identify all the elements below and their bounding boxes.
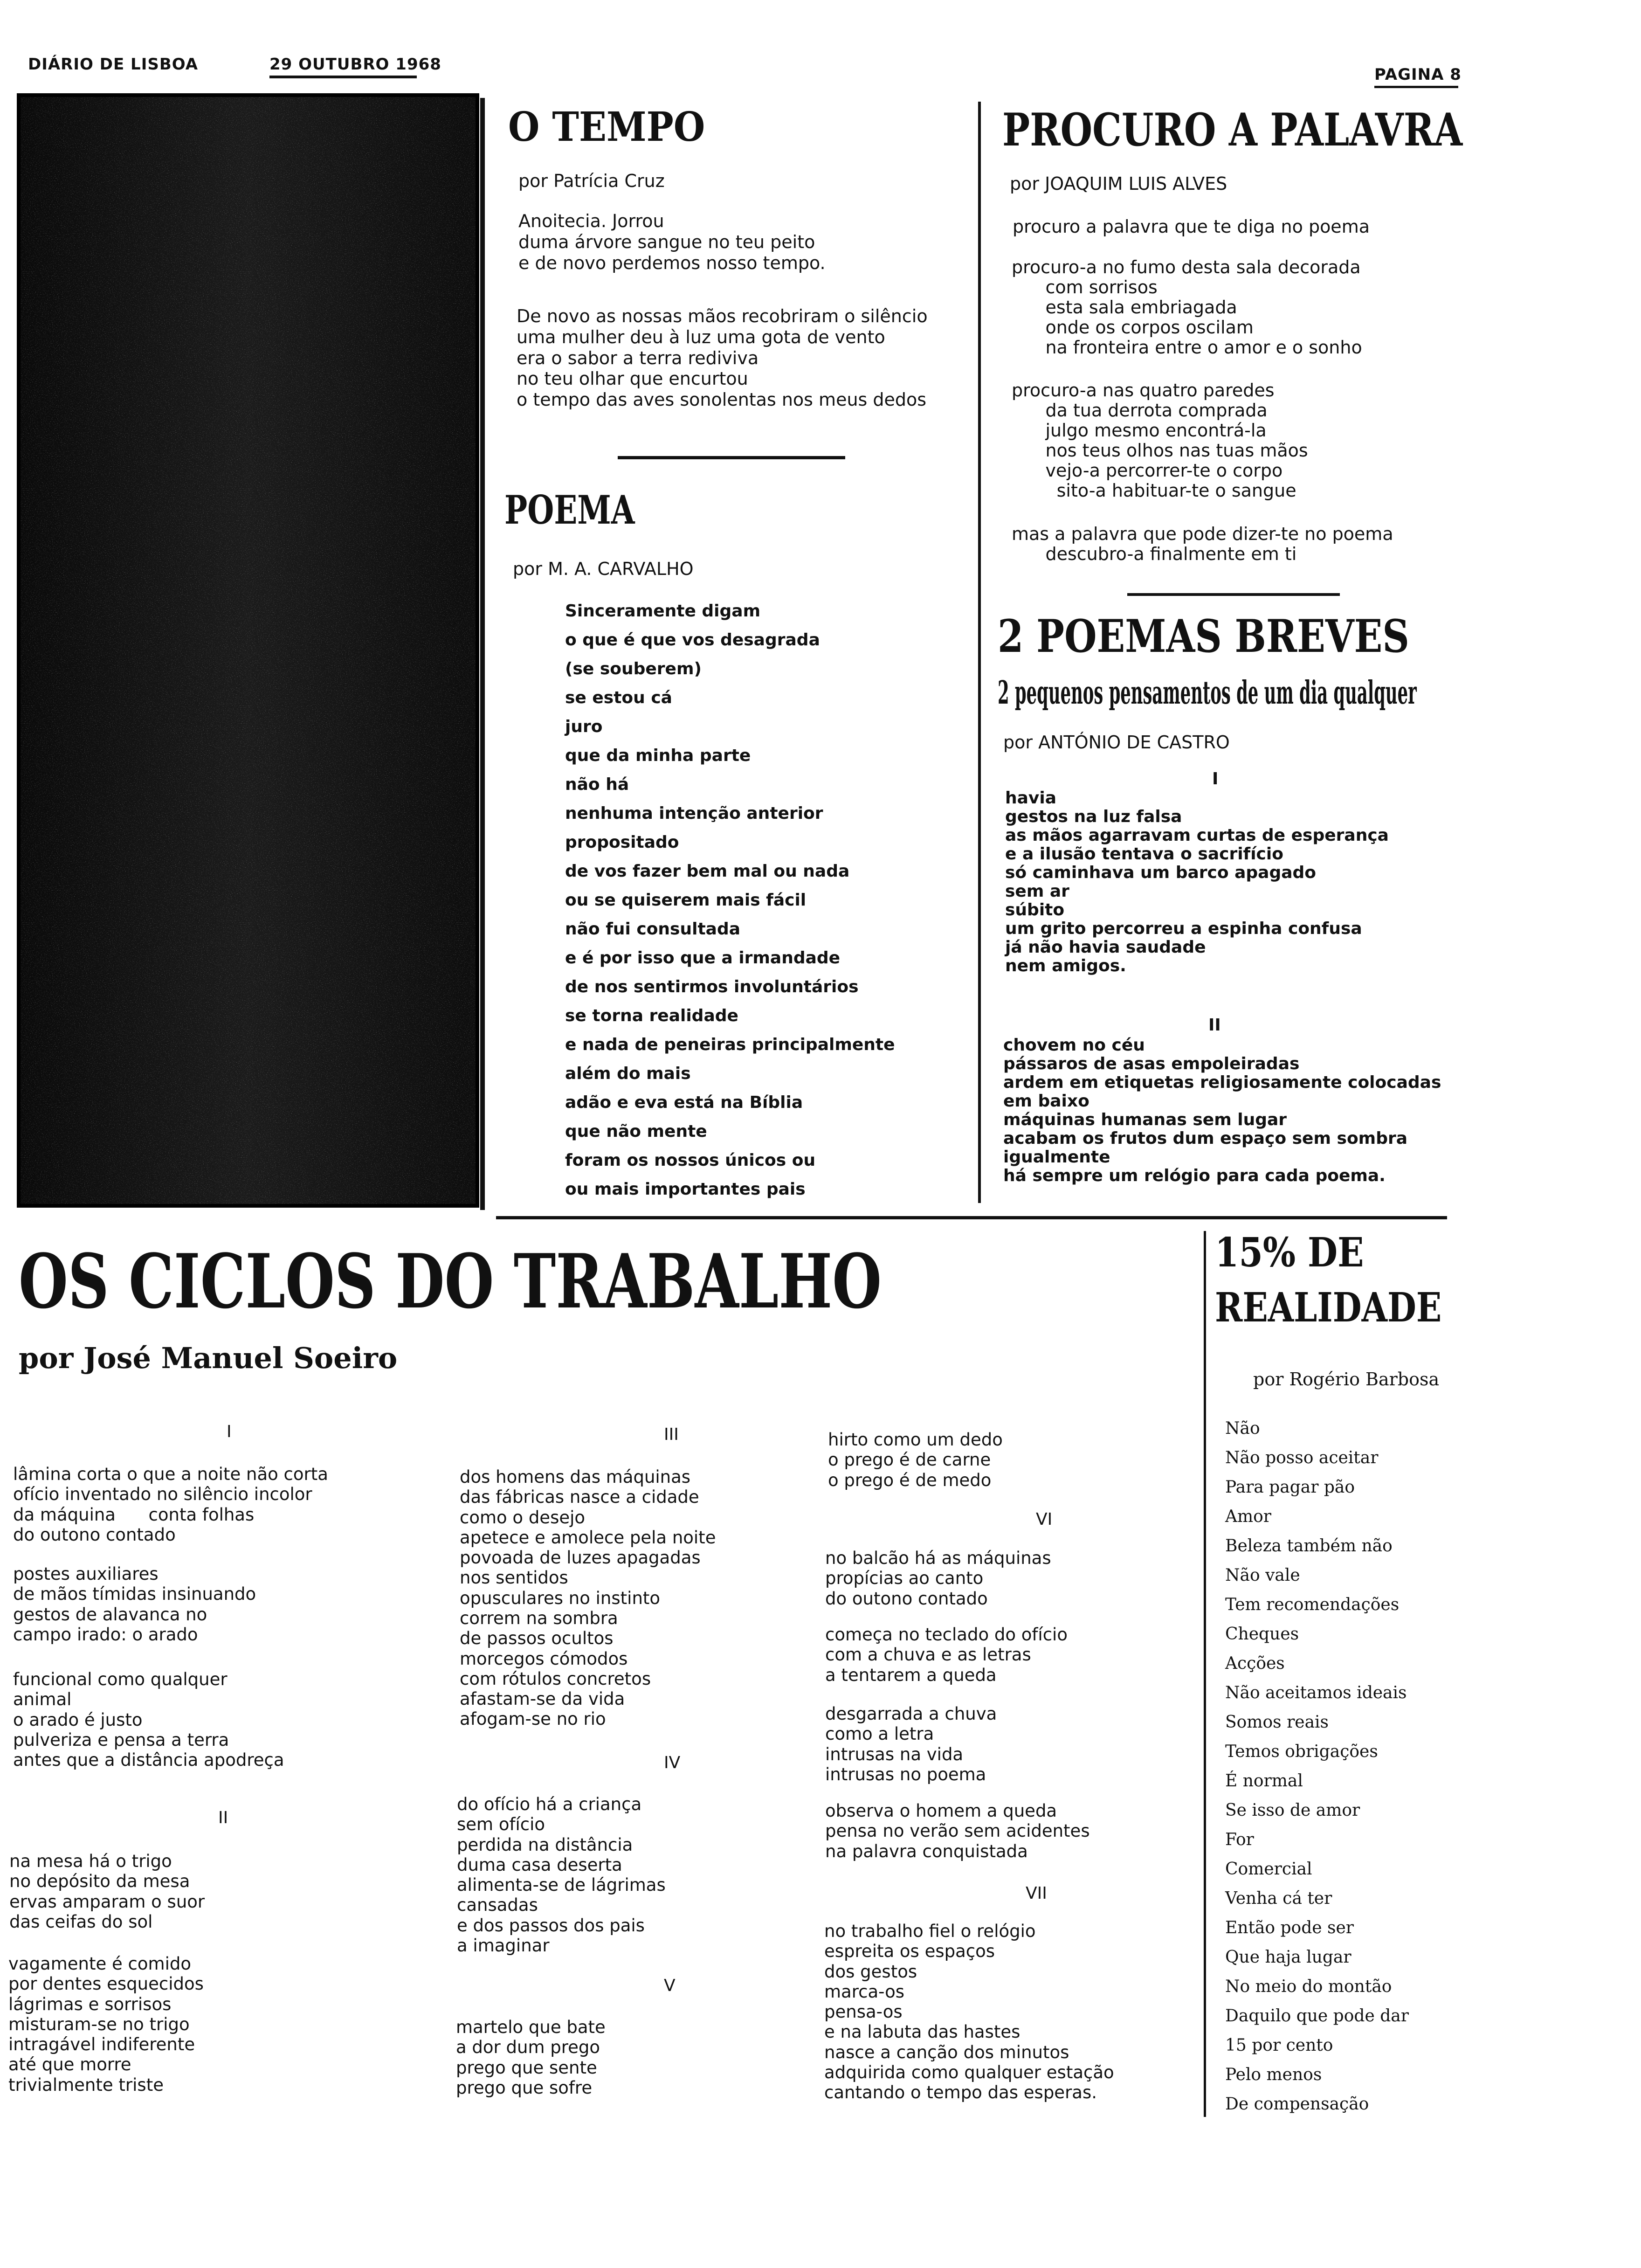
realidade-title-line-1: 15% DE bbox=[1215, 1229, 1364, 1276]
newspaper-name: DIÁRIO DE LISBOA bbox=[28, 55, 199, 74]
ciclos-part-6b: começa no teclado do ofício com a chuva e as letras a tentarem a queda bbox=[825, 1625, 1068, 1685]
procuro-stanza-3: procuro-a nas quatro paredes da tua derrota comprada julgo mesmo encontrá-la nos teus olhos nas tuas mãos vejo-a percorrer-te o corpo sito-a habituar-te o sangue bbox=[1012, 380, 1308, 501]
ciclos-part-2a: na mesa há o trigo no depósito da mesa ervas amparam o suor das ceifas do sol bbox=[9, 1851, 205, 1932]
section-divider bbox=[496, 1216, 1447, 1219]
ciclos-numeral-4: IV bbox=[664, 1753, 681, 1772]
procuro-title: PROCURO A PALAVRA bbox=[1002, 104, 1463, 156]
tempo-divider bbox=[618, 456, 845, 459]
breves-poem-2: chovem no céu pássaros de asas empoleiradas ardem em etiquetas religiosamente colocadas em baixo máquinas humanas sem lugar acabam os frutos dum espaço sem sombra igualmente há sempre um relógio para cada poema. bbox=[1003, 1036, 1441, 1185]
realidade-text: Não Não posso aceitar Para pagar pão Amor Beleza também não Não vale Tem recomendações Cheques Acções Não aceitamos ideais Somos reais Temos obrigações É normal Se isso de amor For Comercial Venha cá ter Então pode ser Que haja lugar No meio do montão Daquilo que pode dar 15 por cento Pelo menos De compensação bbox=[1225, 1419, 1409, 2114]
realidade-byline: por Rogério Barbosa bbox=[1253, 1369, 1440, 1390]
issue-date: 29 OUTUBRO 1968 bbox=[269, 55, 441, 74]
ciclos-byline: por José Manuel Soeiro bbox=[19, 1341, 398, 1375]
procuro-divider bbox=[1127, 593, 1340, 596]
procuro-stanza-4: mas a palavra que pode dizer-te no poema descubro-a finalmente em ti bbox=[1012, 524, 1393, 564]
realidade-title-line-2: REALIDADE bbox=[1215, 1284, 1442, 1331]
tempo-stanza-2: De novo as nossas mãos recobriram o silêncio uma mulher deu à luz uma gota de vento era o sabor a terra rediviva no teu olhar que encurtou o tempo das aves sonolentas nos meus dedos bbox=[517, 306, 928, 410]
date-underline bbox=[269, 76, 417, 78]
ciclos-part-7: no trabalho fiel o relógio espreita os espaços dos gestos marca-os pensa-os e na labuta das hastes nasce a canção dos minutos adquirida como qualquer estação cantando o tempo das esperas. bbox=[824, 1921, 1114, 2103]
ciclos-part-1a: lâmina corta o que a noite não corta ofício inventado no silêncio incolor da máquina conta folhas do outono contado bbox=[13, 1464, 328, 1545]
ciclos-part-6d: observa o homem a queda pensa no verão sem acidentes na palavra conquistada bbox=[825, 1801, 1090, 1861]
ciclos-numeral-1: I bbox=[227, 1422, 232, 1441]
breves-poem-1: havia gestos na luz falsa as mãos agarravam curtas de esperança e a ilusão tentava o sacrifício só caminhava um barco apagado sem ar súbito um grito percorreu a espinha confusa já não havia saudade nem amigos. bbox=[1005, 788, 1389, 975]
ciclos-part-1c: funcional como qualquer animal o arado é justo pulveriza e pensa a terra antes que a distância apodreça bbox=[13, 1669, 284, 1770]
procuro-stanza-1: procuro a palavra que te diga no poema bbox=[1013, 216, 1370, 237]
breves-subtitle: 2 pequenos pensamentos de um dia qualquer bbox=[998, 674, 1417, 712]
realidade-column-rule bbox=[1204, 1231, 1206, 2117]
page-number: PAGINA 8 bbox=[1374, 65, 1462, 84]
column-divider bbox=[978, 102, 981, 1203]
ciclos-title: OS CICLOS DO TRABALHO bbox=[19, 1238, 882, 1325]
ciclos-part-5b: hirto como um dedo o prego é de carne o prego é de medo bbox=[828, 1430, 1003, 1490]
breves-title: 2 POEMAS BREVES bbox=[998, 610, 1409, 663]
ciclos-part-2b: vagamente é comido por dentes esquecidos lágrimas e sorrisos misturam-se no trigo intragável indiferente até que morre trivialmente triste bbox=[8, 1954, 204, 2095]
photograph bbox=[17, 93, 479, 1208]
ciclos-numeral-5: V bbox=[664, 1976, 676, 1995]
tempo-byline: por Patrícia Cruz bbox=[518, 171, 665, 191]
breves-numeral-1: I bbox=[1212, 769, 1219, 788]
ciclos-part-1b: postes auxiliares de mãos tímidas insinuando gestos de alavanca no campo irado: o arado bbox=[13, 1564, 256, 1645]
ciclos-part-5: martelo que bate a dor dum prego prego que sente prego que sofre bbox=[456, 2017, 606, 2098]
ciclos-part-6a: no balcão há as máquinas propícias ao canto do outono contado bbox=[825, 1548, 1051, 1609]
breves-numeral-2: II bbox=[1208, 1016, 1221, 1035]
procuro-stanza-2: procuro-a no fumo desta sala decorada com sorrisos esta sala embriagada onde os corpos oscilam na fronteira entre o amor e o sonho bbox=[1012, 257, 1362, 358]
breves-byline: por ANTÓNIO DE CASTRO bbox=[1003, 732, 1230, 753]
page-number-underline bbox=[1374, 86, 1458, 88]
tempo-title: O TEMPO bbox=[508, 104, 705, 151]
ciclos-part-6c: desgarrada a chuva como a letra intrusas na vida intrusas no poema bbox=[825, 1704, 997, 1784]
photo-border-right bbox=[480, 98, 485, 1210]
ciclos-numeral-6: VI bbox=[1036, 1510, 1053, 1529]
dark-photograph-icon bbox=[17, 93, 479, 1208]
tempo-stanza-1: Anoitecia. Jorrou duma árvore sangue no teu peito e de novo perdemos nosso tempo. bbox=[518, 211, 826, 273]
ciclos-part-4: do ofício há a criança sem ofício perdida na distância duma casa deserta alimenta-se de lágrimas cansadas e dos passos dos pais a imaginar bbox=[457, 1794, 666, 1956]
ciclos-part-3: dos homens das máquinas das fábricas nasce a cidade como o desejo apetece e amolece pela noite povoada de luzes apagadas nos sentidos opusculares no instinto correm na sombra de passos ocultos morcegos cómodos com rótulos concretos afastam-se da vida afogam-se no rio bbox=[460, 1467, 716, 1729]
ciclos-numeral-7: VII bbox=[1026, 1884, 1047, 1903]
procuro-byline: por JOAQUIM LUIS ALVES bbox=[1010, 173, 1227, 194]
poema-byline: por M. A. CARVALHO bbox=[513, 559, 694, 579]
poema-title: POEMA bbox=[504, 487, 635, 533]
ciclos-numeral-3: III bbox=[664, 1425, 679, 1444]
poema-text: Sinceramente digam o que é que vos desagrada (se souberem) se estou cá juro que da minha parte não há nenhuma intenção anterior propositado de vos fazer bem mal ou nada ou se quiserem mais fácil não fui consultada e é por isso que a irmandade de nos sentirmos involuntários se torna realidade e nada de peneiras principalmente além do mais adão e eva está na Bíblia que não mente foram os nossos únicos ou ou mais importantes pais bbox=[565, 602, 895, 1199]
ciclos-numeral-2: II bbox=[218, 1808, 228, 1827]
